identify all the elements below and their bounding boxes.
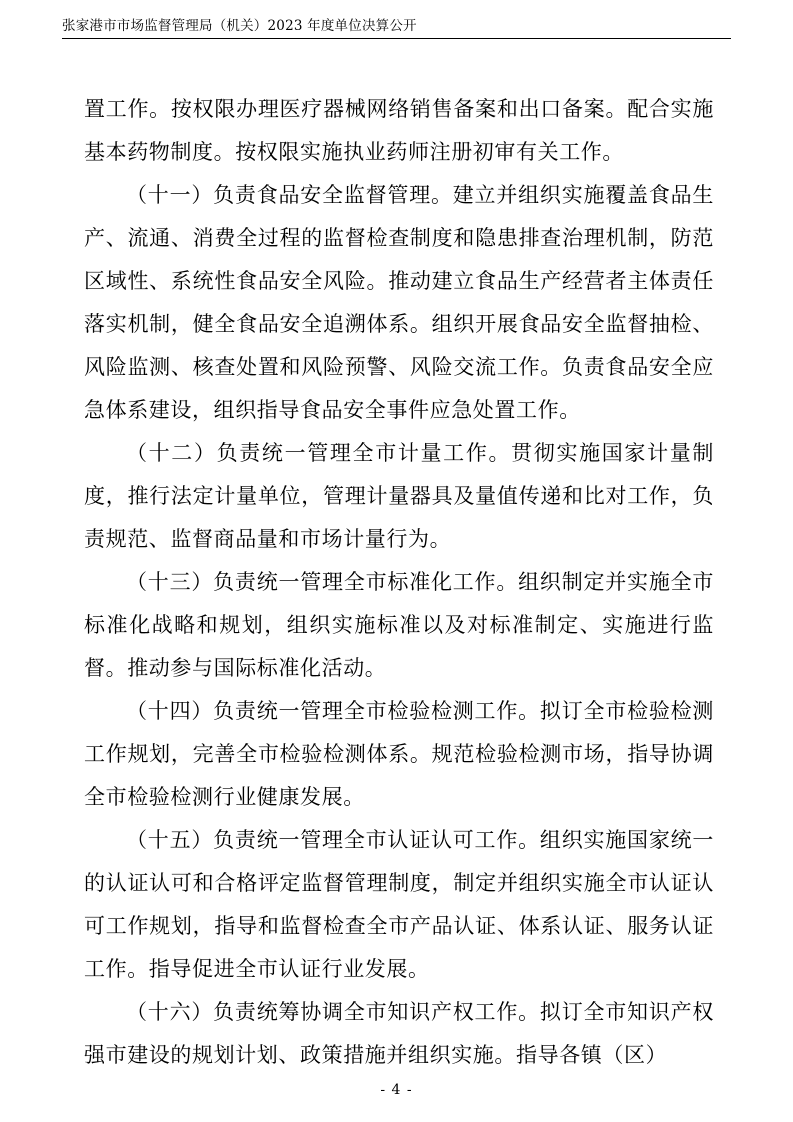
paragraph: （十六）负责统筹协调全市知识产权工作。拟订全市知识产权强市建设的规划计划、政策措施并组织实施。指导各镇（区） [84,1000,714,1067]
page-footer [0,1082,793,1098]
paragraph: （十三）负责统一管理全市标准化工作。组织制定并实施全市标准化战略和规划，组织实施标准以及对标准制定、实施进行监督。推动参与国际标准化活动。 [84,570,714,680]
paragraph: （十一）负责食品安全监督管理。建立并组织实施覆盖食品生产、流通、消费全过程的监督检查制度和隐患排查治理机制，防范区域性、系统性食品安全风险。推动建立食品生产经营者主体责任落实机制，健全食品安全追溯体系。组织开展食品安全监督抽检、风险监测、核查处置和风险预警、风险交流工作。负责食品安全应急体系建设，组织指导食品安全事件应急处置工作。 [84,183,714,422]
header-title: 张家港市市场监督管理局（机关）2023 年度单位决算公开 [62,18,417,34]
page-header [62,14,731,38]
document-body [84,88,714,1077]
paragraph: 置工作。按权限办理医疗器械网络销售备案和出口备案。配合实施基本药物制度。按权限实施执业药师注册初审有关工作。 [84,97,714,164]
paragraph: （十五）负责统一管理全市认证认可工作。组织实施国家统一的认证认可和合格评定监督管理制度，制定并组织实施全市认证认可工作规划，指导和监督检查全市产品认证、体系认证、服务认证工作。指导促进全市认证行业发展。 [84,828,714,981]
header-divider [62,38,731,39]
paragraph: （十四）负责统一管理全市检验检测工作。拟订全市检验检测工作规划，完善全市检验检测体系。规范检验检测市场，指导协调全市检验检测行业健康发展。 [84,699,714,809]
page-number: - 4 - [380,1082,413,1098]
paragraph: （十二）负责统一管理全市计量工作。贯彻实施国家计量制度，推行法定计量单位，管理计量器具及量值传递和比对工作，负责规范、监督商品量和市场计量行为。 [84,441,714,551]
